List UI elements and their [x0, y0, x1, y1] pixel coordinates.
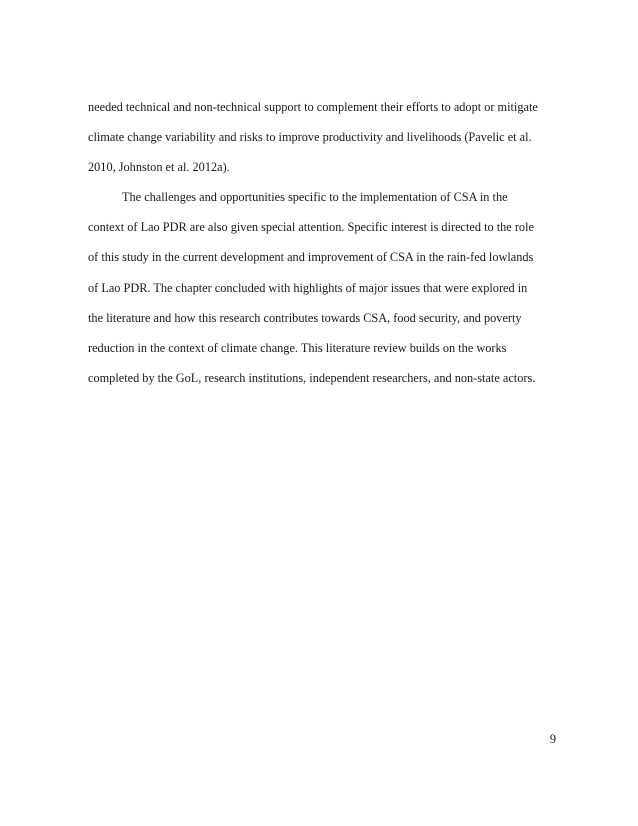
text-line: of Lao PDR. The chapter concluded with highlights of major issues that were explored in [88, 280, 528, 295]
body-text [88, 98, 568, 399]
page-number: 9 [549, 732, 556, 746]
paragraph-first-line: The challenges and opportunities specific to the implementation of CSA in the [122, 190, 508, 205]
text-line: climate change variability and risks to improve productivity and livelihoods (Pavelic et al. [88, 130, 532, 145]
text-line: context of Lao PDR are also given special attention. Specific interest is directed to the role [88, 220, 534, 235]
text-line: reduction in the context of climate change. This literature review builds on the works [88, 340, 507, 355]
text-line: the literature and how this research contributes towards CSA, food security, and poverty [88, 310, 522, 325]
text-line: 2010, Johnston et al. 2012a). [88, 160, 230, 175]
text-line: needed technical and non-technical support to complement their efforts to adopt or mitigate [88, 100, 538, 114]
text-line: of this study in the current development and improvement of CSA in the rain-fed lowlands [88, 250, 534, 265]
text-line: completed by the GoL, research institutions, independent researchers, and non-state actors. [88, 370, 536, 385]
